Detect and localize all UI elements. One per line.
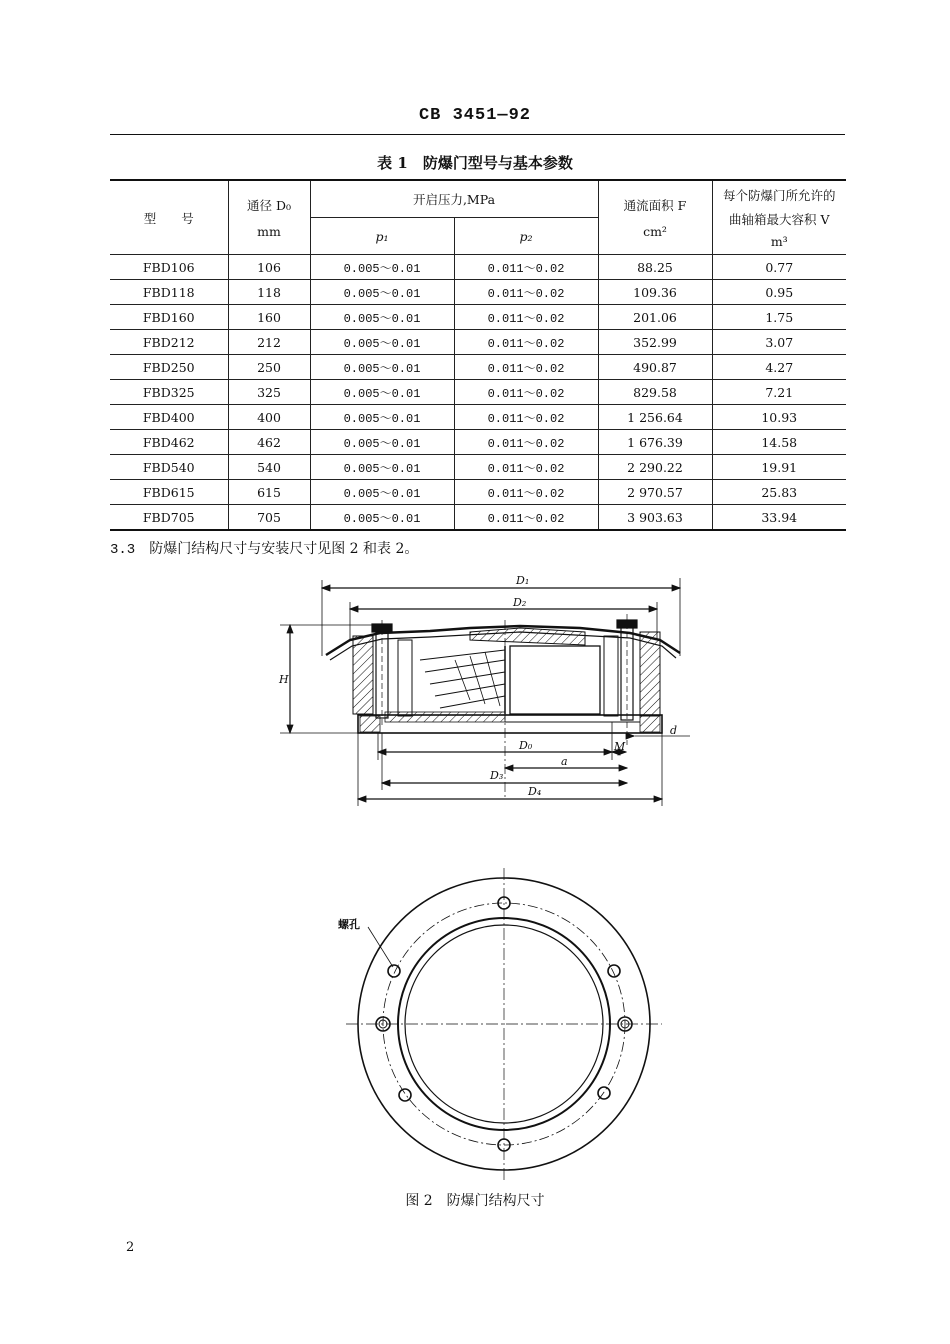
table-cell: 0.011～0.02: [454, 380, 598, 405]
table-cell: 19.91: [712, 455, 846, 480]
table-cell: 0.011～0.02: [454, 355, 598, 380]
table-cell: 352.99: [598, 330, 712, 355]
label-D1: D₁: [516, 574, 530, 587]
col-diameter-unit: mm: [257, 224, 281, 239]
table-cell: 0.95: [712, 280, 846, 305]
table-cell: 106: [228, 255, 310, 280]
col-volume-unit: m³: [770, 234, 788, 249]
table-cell: 325: [228, 380, 310, 405]
table-cell: 88.25: [598, 255, 712, 280]
table-cell: 829.58: [598, 380, 712, 405]
table-cell: 462: [228, 430, 310, 455]
table-cell: FBD462: [110, 430, 228, 455]
table-cell: 2 970.57: [598, 480, 712, 505]
table-cell: 0.011～0.02: [454, 430, 598, 455]
col-pressure-header: 开启压力,MPa: [310, 180, 598, 218]
table-cell: 540: [228, 455, 310, 480]
table-cell: FBD160: [110, 305, 228, 330]
section-number: 3.3: [110, 542, 136, 558]
table-cell: 10.93: [712, 405, 846, 430]
table-cell: 7.21: [712, 380, 846, 405]
label-D2: D₂: [513, 596, 527, 609]
table-cell: 0.011～0.02: [454, 305, 598, 330]
table-cell: 25.83: [712, 480, 846, 505]
section-text: 防爆门结构尺寸与安装尺寸见图 2 和表 2。: [149, 541, 419, 557]
table-cell: 1 676.39: [598, 430, 712, 455]
table-cell: 0.011～0.02: [454, 280, 598, 305]
table-cell: 1.75: [712, 305, 846, 330]
table-cell: 0.011～0.02: [454, 330, 598, 355]
table-cell: 0.011～0.02: [454, 255, 598, 280]
label-d: d: [670, 724, 678, 737]
page-number: 2: [126, 1240, 135, 1255]
table-cell: 3.07: [712, 330, 846, 355]
section-view: [280, 578, 690, 806]
col-volume-line2: 曲轴箱最大容积 V: [728, 212, 830, 227]
table-cell: 615: [228, 480, 310, 505]
table-cell: 0.005～0.01: [310, 355, 454, 380]
table-cell: 2 290.22: [598, 455, 712, 480]
table-cell: 14.58: [712, 430, 846, 455]
figure-caption: 图 2 防爆门结构尺寸: [405, 1193, 545, 1209]
table-cell: FBD540: [110, 455, 228, 480]
table-cell: 0.005～0.01: [310, 405, 454, 430]
col-p1-header: p₁: [310, 218, 454, 255]
col-area-unit: cm²: [643, 224, 667, 239]
table-cell: FBD705: [110, 505, 228, 531]
table-cell: FBD118: [110, 280, 228, 305]
col-area-label: 通流面积 F: [623, 198, 687, 213]
table-cell: FBD400: [110, 405, 228, 430]
table-cell: 0.005～0.01: [310, 505, 454, 531]
table-cell: 118: [228, 280, 310, 305]
table-cell: 0.005～0.01: [310, 330, 454, 355]
table-cell: 0.005～0.01: [310, 380, 454, 405]
table-cell: 0.005～0.01: [310, 430, 454, 455]
table-cell: 0.011～0.02: [454, 455, 598, 480]
table-cell: 400: [228, 405, 310, 430]
col-diameter-label: 通径 D₀: [246, 198, 291, 213]
table-cell: 201.06: [598, 305, 712, 330]
table-cell: 0.77: [712, 255, 846, 280]
table-cell: 4.27: [712, 355, 846, 380]
table-cell: 212: [228, 330, 310, 355]
table-cell: 0.005～0.01: [310, 480, 454, 505]
table-cell: 0.005～0.01: [310, 305, 454, 330]
table-cell: FBD325: [110, 380, 228, 405]
table-cell: 109.36: [598, 280, 712, 305]
label-H: H: [279, 673, 289, 686]
table-cell: 160: [228, 305, 310, 330]
label-M: M: [614, 740, 626, 753]
document-code: CB 3451—92: [418, 106, 532, 125]
col-volume-line1: 每个防爆门所允许的: [722, 188, 836, 203]
table-cell: 0.005～0.01: [310, 255, 454, 280]
table-cell: 3 903.63: [598, 505, 712, 531]
table-cell: 0.011～0.02: [454, 480, 598, 505]
table-cell: 705: [228, 505, 310, 531]
table-cell: FBD106: [110, 255, 228, 280]
table-cell: 33.94: [712, 505, 846, 531]
label-a: a: [561, 755, 568, 768]
label-D3: D₃: [490, 769, 504, 782]
plan-view: [346, 868, 662, 1180]
col-p2-header: p₂: [454, 218, 598, 255]
table-cell: FBD615: [110, 480, 228, 505]
table-cell: FBD212: [110, 330, 228, 355]
table-cell: 0.011～0.02: [454, 405, 598, 430]
table-cell: 250: [228, 355, 310, 380]
table-cell: 0.011～0.02: [454, 505, 598, 531]
col-model-header: 型 号: [110, 180, 228, 255]
table-cell: 1 256.64: [598, 405, 712, 430]
label-D4: D₄: [528, 785, 542, 798]
table-caption: 表 1 防爆门型号与基本参数: [377, 154, 573, 172]
label-D0: D₀: [519, 739, 533, 752]
table-cell: FBD250: [110, 355, 228, 380]
table-cell: 0.005～0.01: [310, 280, 454, 305]
table-cell: 0.005～0.01: [310, 455, 454, 480]
label-bolt-hole: 螺孔: [338, 918, 360, 931]
table-cell: 490.87: [598, 355, 712, 380]
